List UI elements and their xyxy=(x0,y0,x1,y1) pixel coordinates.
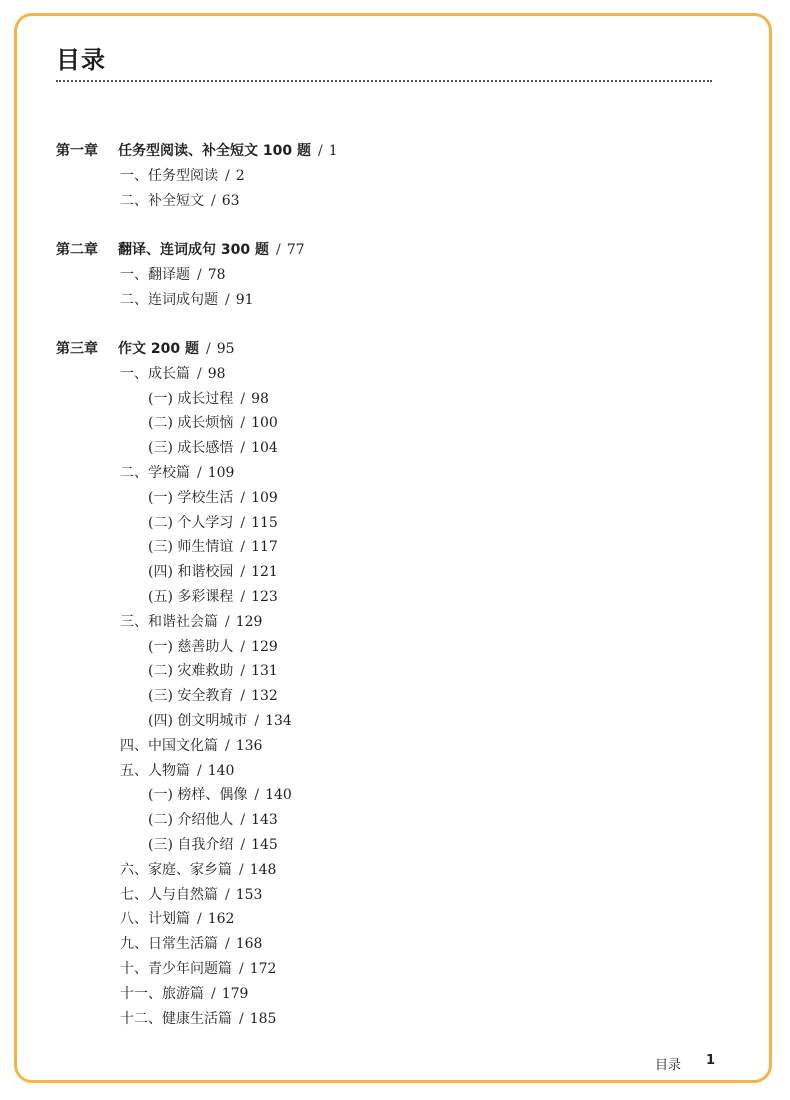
page-number: 162 xyxy=(207,911,235,928)
toc-section-entry[interactable] xyxy=(120,611,262,633)
separator: / xyxy=(239,1010,244,1027)
toc-subsection-entry[interactable] xyxy=(148,636,278,658)
page-number: 123 xyxy=(251,589,278,605)
toc-subsection-entry[interactable] xyxy=(148,710,292,732)
section-title: 二、学校篇 xyxy=(120,465,190,481)
toc-subsection-entry[interactable] xyxy=(148,586,278,608)
toc-subsection-entry[interactable] xyxy=(148,660,278,682)
toc-section-entry[interactable] xyxy=(120,933,262,955)
separator: / xyxy=(240,514,246,531)
toc-subsection-entry[interactable] xyxy=(148,834,278,856)
subsection-title: (一) 榜样、偶像 xyxy=(148,787,248,804)
separator: / xyxy=(240,688,246,705)
separator: / xyxy=(240,489,246,506)
chapter-label: 第二章 xyxy=(56,242,98,258)
page-number: 77 xyxy=(286,242,305,258)
page-number: 100 xyxy=(251,415,278,432)
subsection-title: (三) 成长感悟 xyxy=(148,440,234,457)
separator: / xyxy=(225,886,230,903)
page-number: 98 xyxy=(207,365,226,382)
separator: / xyxy=(240,390,246,407)
chapter-title: 任务型阅读、补全短文 100 题 xyxy=(118,143,311,159)
toc-section-entry[interactable] xyxy=(120,884,262,906)
separator: / xyxy=(240,837,246,853)
separator: / xyxy=(225,167,230,184)
page-number: 98 xyxy=(251,390,269,407)
toc-subsection-entry[interactable] xyxy=(148,388,269,410)
separator: / xyxy=(254,713,260,729)
separator: / xyxy=(254,787,260,804)
page-number: 179 xyxy=(221,985,249,1002)
page-number: 117 xyxy=(251,539,278,556)
toc-subsection-entry[interactable] xyxy=(148,487,278,509)
separator: / xyxy=(197,911,202,928)
separator: / xyxy=(211,192,216,209)
section-title: 八、计划篇 xyxy=(120,911,190,928)
toc-section-entry[interactable] xyxy=(120,264,226,286)
separator: / xyxy=(239,861,244,878)
section-title: 二、补全短文 xyxy=(120,192,204,209)
section-title: 六、家庭、家乡篇 xyxy=(120,861,232,878)
toc-subsection-entry[interactable] xyxy=(148,784,292,806)
section-title: 二、连词成句题 xyxy=(120,291,218,308)
toc-section-entry[interactable] xyxy=(120,983,248,1005)
separator: / xyxy=(239,961,244,977)
page-number: 104 xyxy=(251,440,278,457)
chapter-title: 作文 200 题 xyxy=(118,341,199,357)
page-number: 131 xyxy=(251,663,278,680)
title-divider xyxy=(56,80,712,82)
toc-section-entry[interactable] xyxy=(120,462,234,484)
separator: / xyxy=(197,266,202,283)
separator: / xyxy=(240,589,246,605)
toc-section-entry[interactable] xyxy=(120,363,226,385)
subsection-title: (二) 个人学习 xyxy=(148,514,234,531)
section-title: 七、人与自然篇 xyxy=(120,886,218,903)
page-number: 140 xyxy=(265,787,292,804)
subsection-title: (二) 介绍他人 xyxy=(148,812,234,829)
separator: / xyxy=(205,341,211,357)
subsection-title: (四) 创文明城市 xyxy=(148,713,248,729)
toc-subsection-entry[interactable] xyxy=(148,512,278,534)
subsection-title: (四) 和谐校园 xyxy=(148,564,234,581)
section-title: 十二、健康生活篇 xyxy=(120,1010,232,1027)
page-number: 145 xyxy=(251,837,278,853)
toc-section-entry[interactable] xyxy=(120,190,240,212)
toc-chapter-entry[interactable] xyxy=(56,239,305,261)
page-number: 132 xyxy=(251,688,278,705)
subsection-title: (二) 灾难救助 xyxy=(148,663,234,680)
toc-section-entry[interactable] xyxy=(120,760,234,782)
chapter-label: 第一章 xyxy=(56,143,98,159)
separator: / xyxy=(240,663,246,680)
page-number: 168 xyxy=(235,936,263,953)
page-number: 172 xyxy=(249,961,277,977)
section-title: 十、青少年问题篇 xyxy=(120,961,232,977)
separator: / xyxy=(225,737,230,754)
toc-section-entry[interactable] xyxy=(120,958,276,980)
page-number: 143 xyxy=(251,812,278,829)
separator: / xyxy=(275,242,281,258)
section-title: 九、日常生活篇 xyxy=(120,936,218,953)
subsection-title: (二) 成长烦恼 xyxy=(148,415,234,432)
page-number: 153 xyxy=(235,886,263,903)
subsection-title: (五) 多彩课程 xyxy=(148,589,234,605)
chapter-label: 第三章 xyxy=(56,341,98,357)
page-number: 140 xyxy=(207,762,235,779)
toc-subsection-entry[interactable] xyxy=(148,685,278,707)
separator: / xyxy=(225,936,230,953)
toc-section-entry[interactable] xyxy=(120,165,245,187)
page-number: 129 xyxy=(235,613,263,630)
separator: / xyxy=(240,415,246,432)
toc-chapter-entry[interactable] xyxy=(56,140,338,162)
page-number: 129 xyxy=(251,638,278,655)
separator: / xyxy=(240,539,246,556)
separator: / xyxy=(317,143,323,159)
section-title: 一、任务型阅读 xyxy=(120,167,218,184)
separator: / xyxy=(240,812,246,829)
page-number: 109 xyxy=(207,465,235,481)
subsection-title: (三) 安全教育 xyxy=(148,688,234,705)
section-title: 一、翻译题 xyxy=(120,266,190,283)
section-title: 三、和谐社会篇 xyxy=(120,613,218,630)
toc-subsection-entry[interactable] xyxy=(148,561,278,583)
section-title: 五、人物篇 xyxy=(120,762,190,779)
chapter-title: 翻译、连词成句 300 题 xyxy=(118,242,269,258)
section-title: 十一、旅游篇 xyxy=(120,985,204,1002)
subsection-title: (三) 师生情谊 xyxy=(148,539,234,556)
page-number: 134 xyxy=(265,713,292,729)
separator: / xyxy=(197,365,202,382)
separator: / xyxy=(211,985,216,1002)
page-number: 121 xyxy=(251,564,278,581)
separator: / xyxy=(197,465,202,481)
toc-subsection-entry[interactable] xyxy=(148,809,278,831)
toc-subsection-entry[interactable] xyxy=(148,412,278,434)
separator: / xyxy=(225,613,230,630)
toc-section-entry[interactable] xyxy=(120,1008,276,1030)
page-number: 95 xyxy=(216,341,235,357)
toc-section-entry[interactable] xyxy=(120,735,262,757)
separator: / xyxy=(225,291,230,308)
toc-chapter-entry[interactable] xyxy=(56,338,235,360)
subsection-title: (三) 自我介绍 xyxy=(148,837,234,853)
toc-section-entry[interactable] xyxy=(120,859,276,881)
page-number: 63 xyxy=(221,192,240,209)
subsection-title: (一) 慈善助人 xyxy=(148,638,234,655)
separator: / xyxy=(240,440,246,457)
toc-section-entry[interactable] xyxy=(120,908,234,930)
footer-page-number: 1 xyxy=(706,1053,716,1068)
page-number: 115 xyxy=(251,514,278,531)
page-number: 109 xyxy=(251,489,278,506)
page-number: 78 xyxy=(207,266,226,283)
toc-section-entry[interactable] xyxy=(120,289,254,311)
toc-subsection-entry[interactable] xyxy=(148,437,278,459)
page-number: 148 xyxy=(249,861,277,878)
section-title: 四、中国文化篇 xyxy=(120,737,218,754)
page-number: 91 xyxy=(235,291,254,308)
subsection-title: (一) 学校生活 xyxy=(148,489,234,506)
page-number: 185 xyxy=(249,1010,277,1027)
page-title: 目录 xyxy=(56,46,106,74)
separator: / xyxy=(240,564,246,581)
subsection-title: (一) 成长过程 xyxy=(148,390,234,407)
footer-label: 目录 xyxy=(655,1058,682,1073)
page-number: 136 xyxy=(235,737,263,754)
toc-subsection-entry[interactable] xyxy=(148,536,278,558)
separator: / xyxy=(240,638,246,655)
page-number: 1 xyxy=(328,143,338,159)
page-number: 2 xyxy=(235,167,245,184)
section-title: 一、成长篇 xyxy=(120,365,190,382)
separator: / xyxy=(197,762,202,779)
